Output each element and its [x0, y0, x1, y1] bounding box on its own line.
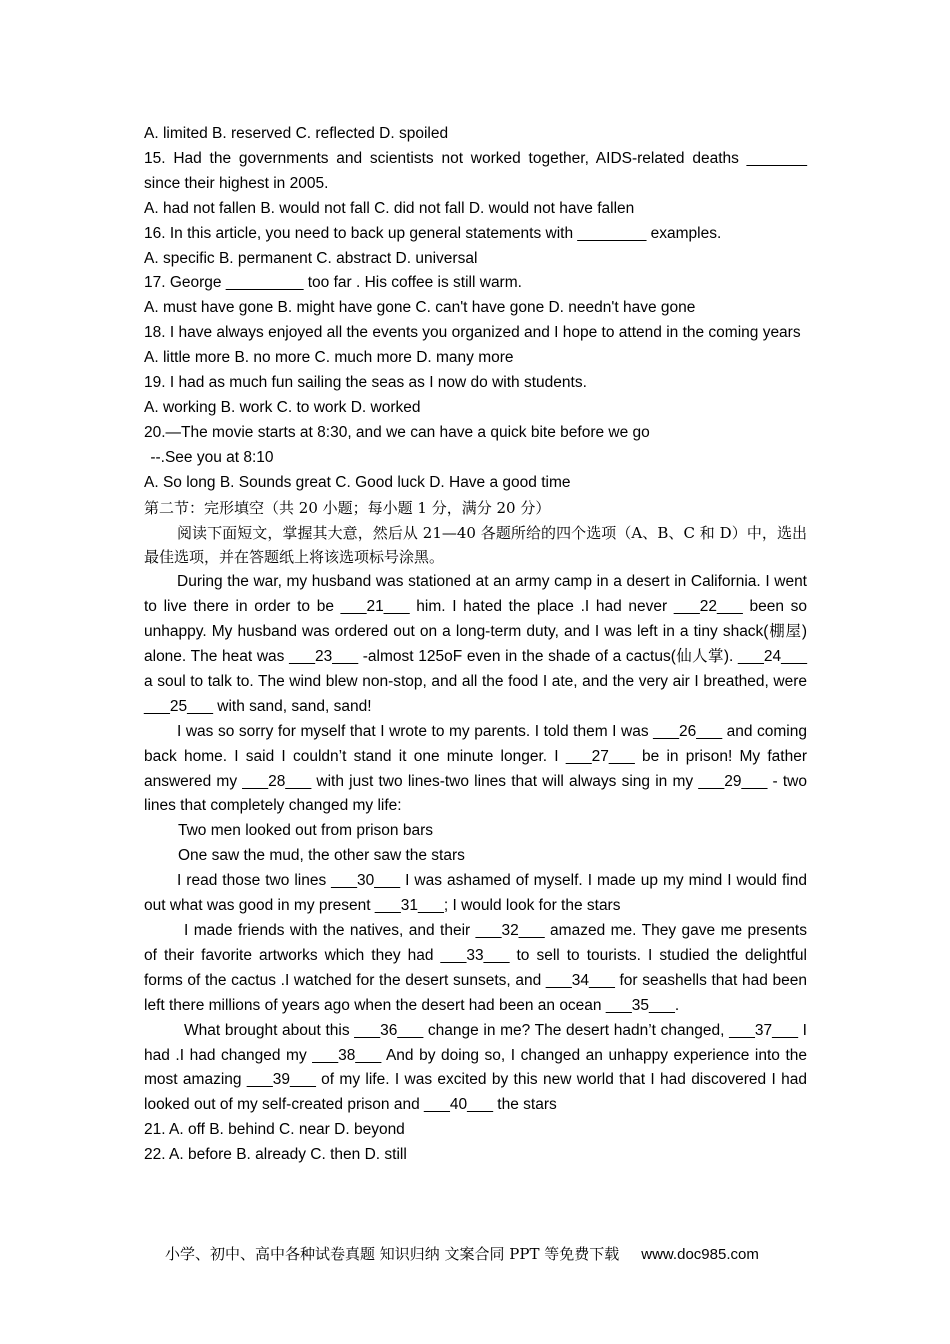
question-17: 17. George _________ too far . His coffee is still warm.: [144, 274, 522, 292]
cloze-instruction: 阅读下面短文，掌握其大意，然后从 21—40 各题所给的四个选项（A、B、C 和 D）中，选出最佳选项，并在答题纸上将该选项标号涂黑。: [144, 523, 807, 567]
passage-paragraph-3: I read those two lines ___30___ I was ashamed of myself. I made up my mind I would find out what was good in my present ___31___; I would look for the stars: [144, 872, 807, 915]
question-18: 18. I have always enjoyed all the events you organized and I hope to attend in the coming years: [144, 324, 801, 342]
q20-options: A. So long B. Sounds great C. Good luck D. Have a good time: [144, 473, 571, 491]
q21-options: 21. A. off B. behind C. near D. beyond: [144, 1121, 405, 1139]
passage-paragraph-4: I made friends with the natives, and their ___32___ amazed me. They gave me presents of their favorite artworks which they had ___33___ to sell to tourists. I studied the delightful forms of the cactus .I watched for the desert sunsets, and ___34___ for seashells that had been left there millions of years ago when the desert had been an ocean ___35___.: [144, 922, 807, 1014]
exam-page: [144, 122, 807, 1168]
section-title: 第二节：完形填空（共 20 小题；每小题 1 分，满分 20 分）: [144, 498, 551, 517]
q17-options: A. must have gone B. might have gone C. can't have gone D. needn't have gone: [144, 299, 696, 317]
poem-line-1: Two men looked out from prison bars: [178, 822, 434, 840]
passage-paragraph-1: During the war, my husband was stationed at an army camp in a desert in California. I went to live there in order to be ___21___ him. I hated the place .I had never ___22___ been so unhappy. My husband was ordered out on a long-term duty, and I was left in a tiny shack(棚屋) alone. The heat was ___23___ -almost 125oF even in the shade of a cactus(仙人掌). ___24___ a soul to talk to. The wind blew non-stop, and all the food I ate, and the very air I breathed, were ___25___ with sand, sand, sand!: [144, 573, 807, 715]
page-footer: [165, 1243, 795, 1264]
q14-options: A. limited B. reserved C. reflected D. spoiled: [144, 125, 449, 142]
q16-options: A. specific B. permanent C. abstract D. universal: [144, 249, 478, 267]
q15-options: A. had not fallen B. would not fall C. did not fall D. would not have fallen: [144, 199, 635, 217]
q18-options: A. little more B. no more C. much more D. many more: [144, 349, 514, 367]
footer-text: 小学、初中、高中各种试卷真题 知识归纳 文案合同 PPT 等免费下载: [165, 1245, 620, 1263]
passage-paragraph-5: What brought about this ___36___ change in me? The desert hadn’t changed, ___37___ I had .I had changed my ___38___ And by doing so, I changed an unhappy experience into the most amazing ___39___ of my life. I was excited by this new world that I had discovered I had looked out of my self-created prison and ___40___ the stars: [144, 1021, 807, 1114]
question-15: 15. Had the governments and scientists not worked together, AIDS-related deaths _______ since their highest in 2005.: [144, 149, 807, 192]
question-19: 19. I had as much fun sailing the seas as I now do with students.: [144, 374, 587, 392]
poem-line-2: One saw the mud, the other saw the stars: [178, 847, 465, 865]
q22-options: 22. A. before B. already C. then D. still: [144, 1146, 407, 1164]
question-16: 16. In this article, you need to back up general statements with ________ examples.: [144, 224, 722, 242]
q20-reply-text: --.See you at 8:10: [150, 448, 274, 466]
passage-paragraph-2: I was so sorry for myself that I wrote to my parents. I told them I was ___26___ and coming back home. I said I couldn’t stand it one minute longer. I ___27___ be in prison! My father answered my ___28___ with just two lines-two lines that will always sing in my ___29___ - two lines that completely changed my life:: [144, 722, 807, 815]
q20-reply: [144, 446, 807, 471]
q19-options: A. working B. work C. to work D. worked: [144, 398, 421, 416]
question-20: 20.—The movie starts at 8:30, and we can have a quick bite before we go: [144, 423, 650, 441]
footer-site: www.doc985.com: [641, 1246, 759, 1263]
